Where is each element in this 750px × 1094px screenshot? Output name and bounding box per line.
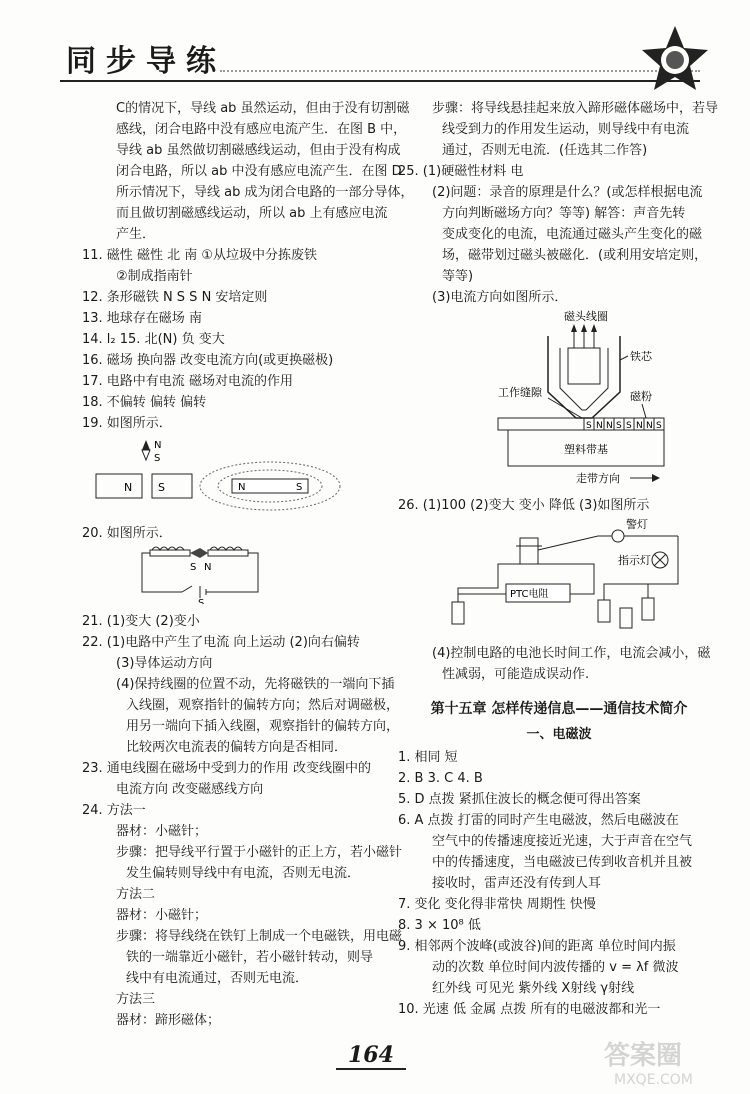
fig19-n: N	[154, 440, 162, 451]
watermark-logo-icon	[600, 1030, 740, 1090]
text-line: 而且做切割磁感线运动，所以 ab 上有感应电流	[116, 206, 388, 221]
header-dots	[220, 70, 700, 76]
answer-25: 25. (1)硬磁性材料 电	[398, 164, 524, 179]
answer-line: 6. A 点拨 打雷的同时产生电磁波，然后电磁波在	[398, 813, 679, 828]
fig19-bar-n: N	[124, 481, 133, 494]
answer-line: 2. B 3. C 4. B	[398, 771, 483, 786]
answer-24-line: 方法二	[116, 887, 156, 902]
answer-24-line: 线中有电流通过，否则无电流．	[126, 971, 309, 986]
answer-25-line: (2)问题：录音的原理是什么？(或怎样根据电流	[432, 185, 703, 200]
answer-16: 16. 磁场 换向器 改变电流方向(或更换磁极)	[82, 353, 334, 368]
figure-20	[82, 544, 374, 604]
answer-25-line: 方向判断磁场方向？等等) 解答：声音先转	[442, 206, 686, 221]
answer-line: 动的次数 单位时间内波传播的 v = λf 微波	[432, 960, 679, 975]
fig19-magnet-s: S	[296, 482, 303, 493]
text-line: 线受到力的作用发生运动，则导线中有电流	[442, 122, 690, 137]
answer-13: 13. 地球存在磁场 南	[82, 311, 202, 326]
figure-19	[82, 434, 374, 516]
answer-24-line: 器材：小磁针；	[116, 908, 208, 923]
fig25-powder-label: 磁粉	[630, 390, 652, 403]
answer-26-4-cont: 性减弱，可能造成误动作.	[442, 667, 590, 682]
answer-22-3: (3)导体运动方向	[116, 656, 213, 671]
fig25-direction-label: 走带方向	[576, 472, 620, 485]
answer-24-line: 器材：蹄形磁体；	[116, 1013, 221, 1028]
answer-22-4-cont: 比较两次电流表的偏转方向是否相同．	[126, 740, 348, 755]
page-number: 164	[348, 1042, 394, 1068]
answer-20: 20. 如图所示．	[82, 526, 172, 541]
text-line: 产生．	[116, 227, 156, 242]
page-header	[0, 0, 750, 92]
logo-icon	[640, 24, 710, 94]
answer-26: 26. (1)100 (2)变大 变小 降低 (3)如图所示	[398, 498, 650, 513]
answer-24-line: 器材：小磁针；	[116, 824, 208, 839]
fig19-bar-s: S	[158, 481, 165, 494]
fig25-core-label: 铁芯	[630, 350, 652, 363]
fig19-magnet-n: N	[238, 482, 246, 493]
answer-24-line: 方法三	[116, 992, 156, 1007]
book-title: 同步导练	[66, 44, 226, 79]
answer-line: 红外线 可见光 紫外线 X射线 γ射线	[432, 981, 635, 996]
text-line: 闭合电路，所以 ab 中没有感应电流产生．在图 D	[116, 164, 402, 179]
tape-pole-label: S	[616, 421, 622, 431]
fig26-ptc-label: PTC电阻	[510, 589, 549, 600]
fig25-base-label: 塑料带基	[564, 443, 608, 456]
fig26-alarm-label: 警灯	[626, 518, 648, 531]
answer-24-line: 发生偏转则导线中有电流，否则无电流．	[126, 866, 361, 881]
answer-24-line: 步骤：将导线绕在铁钉上制成一个电磁铁，用电磁	[116, 929, 403, 944]
answer-24: 24. 方法一	[82, 803, 146, 818]
fig20-s: S	[190, 562, 197, 573]
fig25-coil-label: 磁头线圈	[564, 310, 608, 323]
answer-line: 9. 相邻两个波峰(或波谷)间的距离 单位时间内振	[398, 939, 676, 954]
text-line: 步骤：将导线悬挂起来放入蹄形磁体磁场中，若导	[432, 101, 719, 116]
answer-21: 21. (1)变大 (2)变小	[82, 614, 200, 629]
text-line: 通过，否则无电流．(任选其二作答)	[442, 143, 648, 158]
tape-pole-label: N	[636, 421, 643, 431]
answer-23: 23. 通电线圈在磁场中受到力的作用 改变线圈中的	[82, 761, 371, 776]
answer-line: 7. 变化 变化得非常快 周期性 快慢	[398, 897, 596, 912]
tape-pole-label: S	[656, 421, 662, 431]
answer-11: 11. 磁性 磁性 北 南 ①从垃圾中分拣废铁	[82, 248, 317, 263]
answer-18: 18. 不偏转 偏转 偏转	[82, 395, 207, 410]
header-rule	[60, 80, 700, 82]
answer-26-4: (4)控制电路的电池长时间工作，电流会减小，磁	[432, 646, 711, 661]
page-number-rule	[336, 1068, 406, 1070]
answer-line: 8. 3 × 10⁸ 低	[398, 918, 481, 933]
answer-25-line: 变成变化的电流，电流通过磁头产生变化的磁	[442, 227, 703, 242]
answer-25-line: 等等)	[442, 269, 474, 284]
svg-text:MXQE.COM: MXQE.COM	[614, 1072, 693, 1088]
answer-11-cont: ②制成指南针	[116, 269, 193, 284]
answer-22-4: (4)保持线圈的位置不动，先将磁铁的一端向下插	[116, 677, 395, 692]
text-line: 所示情况下，导线 ab 成为闭合电路的一部分导体，	[116, 185, 414, 200]
answer-line: 1. 相同 短	[398, 750, 458, 765]
fig20-bottom-s: S	[198, 598, 205, 604]
tape-pole-label: N	[596, 421, 603, 431]
answer-22-4-cont: 用另一端向下插入线圈，观察指针的偏转方向，	[126, 719, 400, 734]
answer-line: 10. 光速 低 金属 点拨 所有的电磁波都和光一	[398, 1002, 661, 1017]
answer-line: 接收时，雷声还没有传到人耳	[432, 876, 602, 891]
answer-22-4-cont: 入线圈，观察指针的偏转方向；然后对调磁极，	[126, 698, 400, 713]
tape-pole-label: N	[646, 421, 653, 431]
svg-text:答案圈: 答案圈	[604, 1041, 683, 1071]
figure-26-circuit	[398, 516, 720, 636]
fig20-n: N	[204, 562, 212, 573]
tape-pole-label: N	[606, 421, 613, 431]
answer-12: 12. 条形磁铁 N S S N 安培定则	[82, 290, 268, 305]
answer-line: 5. D 点拨 紧抓住波长的概念便可得出答案	[398, 792, 641, 807]
section-title: 一、电磁波	[526, 727, 592, 742]
fig26-indicator-label: 指示灯	[618, 554, 651, 567]
left-column	[82, 98, 414, 1031]
fig25-poles	[584, 418, 664, 431]
answer-25-line: 场，磁带划过磁头被磁化．(或利用安培定则，	[442, 248, 708, 263]
answer-24-line: 铁的一端靠近小磁针，若小磁针转动，则导	[126, 950, 374, 965]
right-column	[398, 98, 720, 1020]
figure-25-magnetic-head	[398, 308, 720, 488]
chapter-title: 第十五章 怎样传递信息——通信技术简介	[430, 701, 688, 717]
text-line: 感线，闭合电路中没有感应电流产生．在图 B 中，	[116, 122, 407, 137]
tape-pole-label: S	[586, 421, 592, 431]
fig19-s: S	[154, 453, 161, 464]
answer-line: 中的传播速度，当电磁波已传到收音机并且被	[432, 855, 693, 870]
answer-17: 17. 电路中有电流 磁场对电流的作用	[82, 374, 293, 389]
answer-19: 19. 如图所示．	[82, 416, 172, 431]
tape-pole-label: S	[626, 421, 632, 431]
answer-24-line: 步骤：把导线平行置于小磁针的正上方，若小磁针	[116, 845, 403, 860]
answer-line: 空气中的传播速度接近光速，大于声音在空气	[432, 834, 693, 849]
text-line: 导线 ab 虽然做切割磁感线运动，但由于没有构成	[116, 143, 401, 158]
fig25-gap-label: 工作缝隙	[498, 386, 542, 399]
answer-22: 22. (1)电路中产生了电流 向上运动 (2)向右偏转	[82, 635, 360, 650]
answer-23-cont: 电流方向 改变磁感线方向	[116, 782, 264, 797]
text-line: C的情况下，导线 ab 虽然运动，但由于没有切割磁	[116, 101, 410, 116]
answer-25-line: (3)电流方向如图所示．	[432, 290, 568, 305]
answer-14-15: 14. l₂ 15. 北(N) 负 变大	[82, 332, 225, 347]
